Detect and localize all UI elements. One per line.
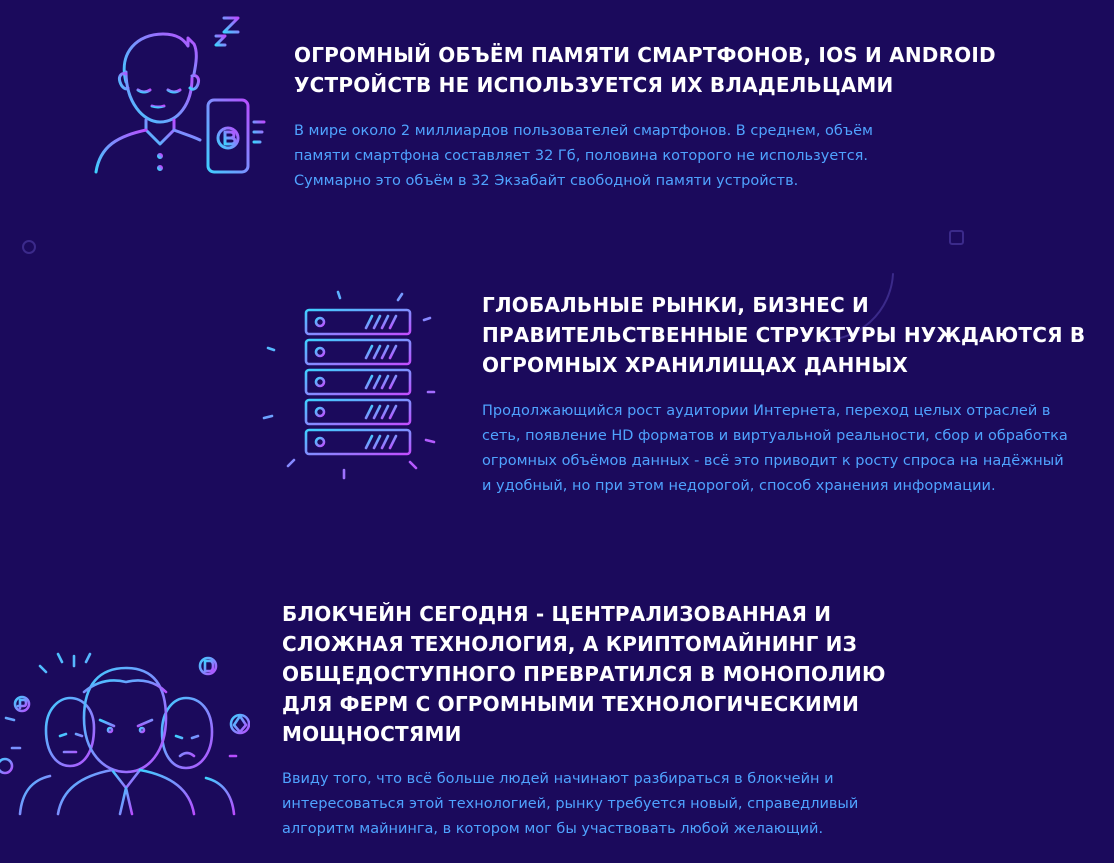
section-title (294, 40, 996, 100)
section-smartphone-memory (0, 0, 1114, 200)
description-line: Суммарно это объём в 32 Экзабайт свободной памяти устройств. (294, 173, 799, 189)
decor-small-circle (23, 241, 35, 253)
title-line: СЛОЖНАЯ ТЕХНОЛОГИЯ, А КРИПТОМАЙНИНГ ИЗ (282, 632, 858, 656)
server-rack-icon (258, 288, 448, 488)
title-line: ПРАВИТЕЛЬСТВЕННЫЕ СТРУКТУРЫ НУЖДАЮТСЯ В (482, 323, 1086, 347)
title-line: БЛОКЧЕЙН СЕГОДНЯ - ЦЕНТРАЛИЗОВАННАЯ И (282, 602, 832, 626)
section-description (294, 119, 873, 194)
description-line: алгоритм майнинга, в котором мог бы участвовать любой желающий. (282, 821, 824, 837)
description-line: В мире около 2 миллиардов пользователей смартфонов. В среднем, объём (294, 123, 873, 139)
section-description (482, 399, 1068, 499)
description-line: интересоваться этой технологией, рынку требуется новый, справедливый (282, 796, 859, 812)
description-line: памяти смартфона составляет 32 Гб, половина которого не используется. (294, 148, 869, 164)
section-title (282, 599, 886, 749)
title-line: УСТРОЙСТВ НЕ ИСПОЛЬЗУЕТСЯ ИХ ВЛАДЕЛЬЦАМИ (294, 73, 894, 97)
description-line: сеть, появление HD форматов и виртуальной реальности, сбор и обработка (482, 428, 1068, 444)
title-line: ГЛОБАЛЬНЫЕ РЫНКИ, БИЗНЕС И (482, 293, 869, 317)
title-line: МОЩНОСТЯМИ (282, 722, 462, 746)
title-line: ОГРОМНЫЙ ОБЪЁМ ПАМЯТИ СМАРТФОНОВ, IOS И ANDROID (294, 43, 996, 67)
section-data-storage (0, 260, 1114, 520)
title-line: ОБЩЕДОСТУПНОГО ПРЕВРАТИЛСЯ В МОНОПОЛИЮ (282, 662, 886, 686)
title-line: ОГРОМНЫХ ХРАНИЛИЩАХ ДАННЫХ (482, 353, 909, 377)
description-line: Продолжающийся рост аудитории Интернета, переход целых отраслей в (482, 403, 1051, 419)
decor-small-square (950, 231, 963, 244)
title-line: ДЛЯ ФЕРМ С ОГРОМНЫМИ ТЕХНОЛОГИЧЕСКИМИ (282, 692, 860, 716)
sleeping-person-with-phone-icon (88, 12, 268, 182)
description-line: огромных объёмов данных - всё это приводит к росту спроса на надёжный (482, 453, 1064, 469)
angry-crowd-crypto-icon (0, 648, 250, 818)
section-blockchain-mining (0, 590, 1114, 863)
section-title (482, 290, 1085, 380)
section-description (282, 767, 858, 842)
coin-icon (0, 759, 12, 773)
description-line: Ввиду того, что всё больше людей начинают разбираться в блокчейн и (282, 771, 834, 787)
description-line: и удобный, но при этом недорогой, способ хранения информации. (482, 478, 996, 494)
